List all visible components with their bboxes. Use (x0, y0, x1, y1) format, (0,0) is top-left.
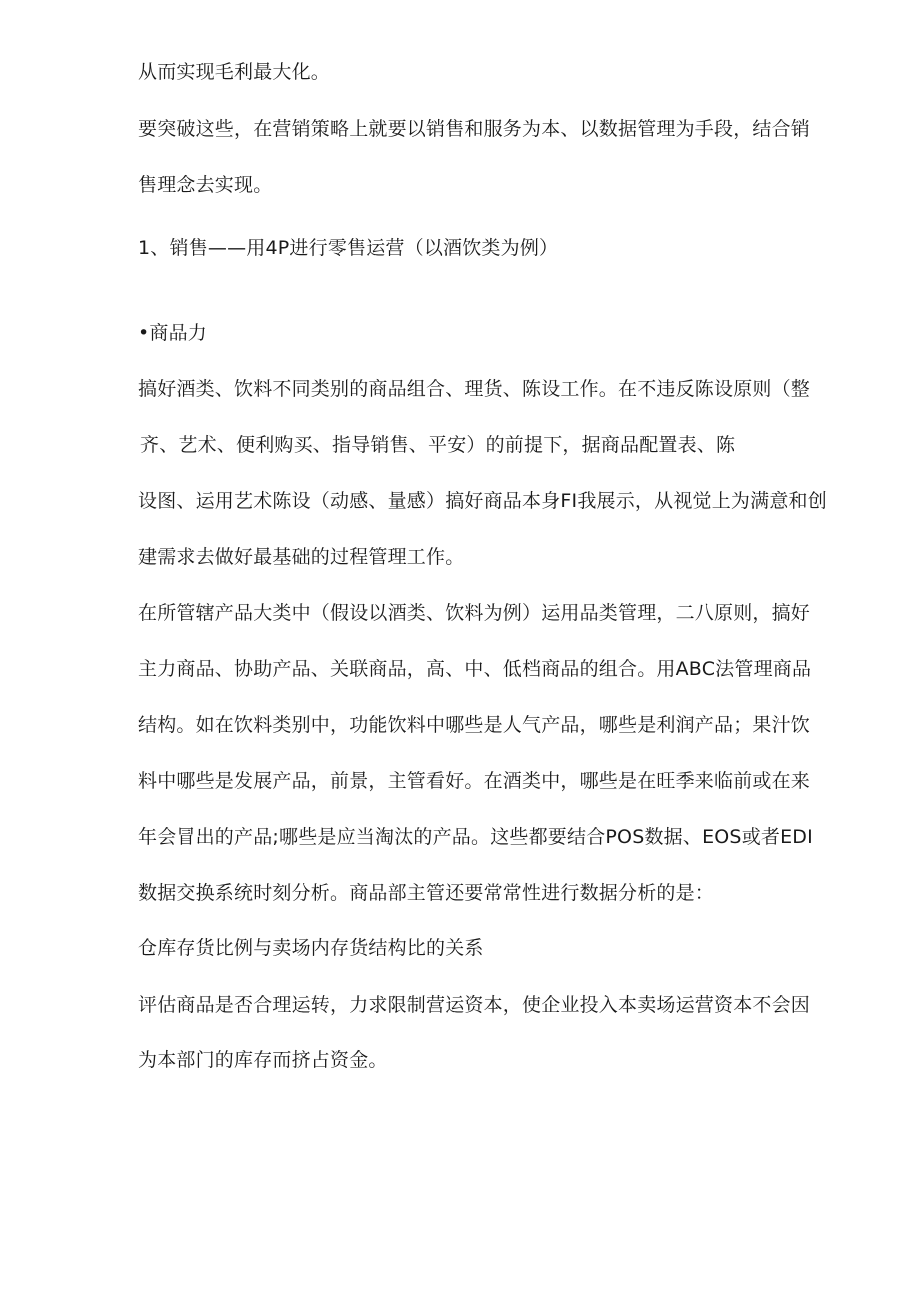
text-line: 仓库存货比例与卖场内存货结构比的关系 (138, 937, 484, 959)
text-line: 设图、运用艺术陈设（动感、量感）搞好商品本身FI我展示，从视觉上为满意和创 (138, 490, 827, 512)
text-line: 年会冒出的产品;哪些是应当淘汰的产品。这些都要结合POS数据、EOS或者EDI (138, 826, 813, 848)
text-line: 要突破这些，在营销策略上就要以销售和服务为本、以数据管理为手段，结合销 (138, 118, 811, 140)
text-line: 数据交换系统时刻分析。商品部主管还要常常性进行数据分析的是： (138, 882, 715, 904)
text-line: 从而实现毛利最大化。 (138, 61, 331, 83)
text-line: 结构。如在饮料类别中，功能饮料中哪些是人气产品，哪些是利润产品；果汁饮 (138, 714, 811, 736)
text-line: 为本部门的库存而挤占资金。 (138, 1049, 388, 1071)
text-line: 售理念去实现。 (138, 174, 273, 196)
text-line: 齐、艺术、便利购买、指导销售、平安）的前提下，据商品配置表、陈 (140, 434, 736, 456)
text-line: 料中哪些是发展产品，前景，主管看好。在酒类中，哪些是在旺季来临前或在来 (138, 770, 811, 792)
text-line: 主力商品、协助产品、关联商品，高、中、低档商品的组合。用ABC法管理商品 (138, 658, 812, 680)
section-heading: 1、销售——用4P进行零售运营（以酒饮类为例） (138, 237, 559, 259)
text-line: 评估商品是否合理运转，力求限制营运资本，使企业投入本卖场运营资本不会因 (138, 994, 811, 1016)
text-line: 搞好酒类、饮料不同类别的商品组合、理货、陈设工作。在不违反陈设原则（整 (138, 378, 811, 400)
bullet-heading: •商品力 (138, 322, 208, 344)
text-line: 建需求去做好最基础的过程管理工作。 (138, 546, 465, 568)
text-line: 在所管辖产品大类中（假设以酒类、饮料为例）运用品类管理，二八原则，搞好 (138, 602, 811, 624)
